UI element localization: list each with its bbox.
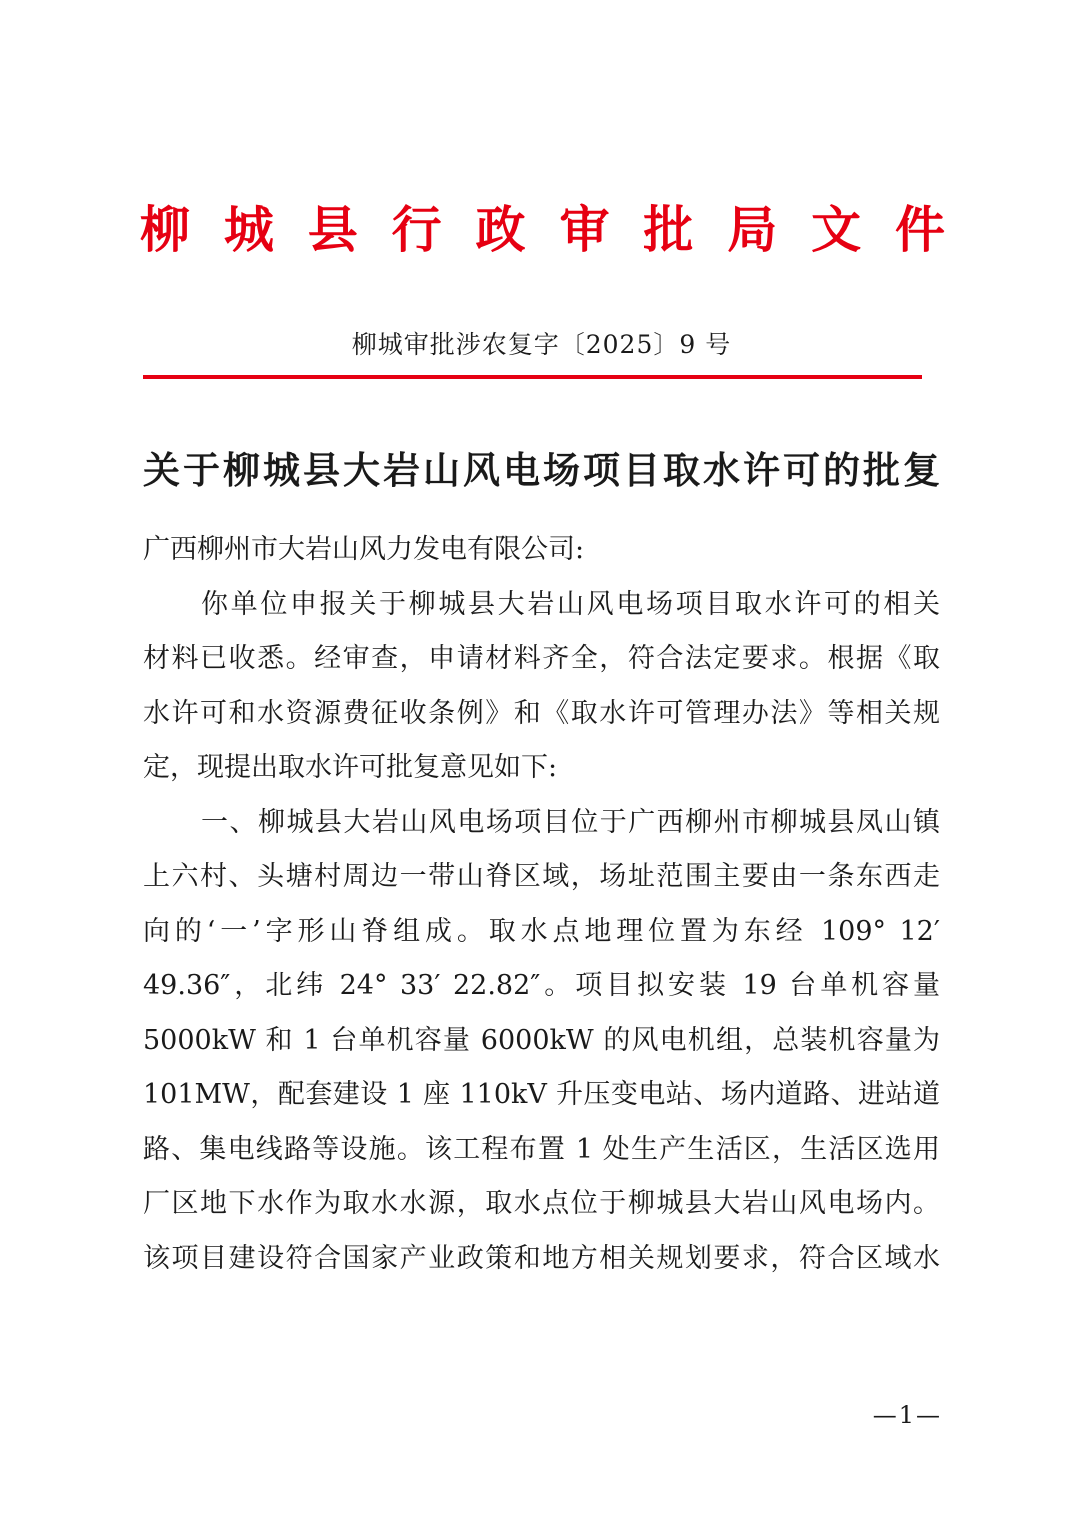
body-line: 49.36″，北纬 24° 33′ 22.82″。项目拟安装 19 台单机容量 [143, 970, 940, 1001]
body-line: 水许可和水资源费征收条例》和《取水许可管理办法》等相关规 [143, 697, 940, 729]
document-number: 柳城审批涉农复字〔2025〕9 号 [351, 330, 732, 359]
body-line: 一、柳城县大岩山风电场项目位于广西柳州市柳城县凤山镇 [201, 806, 940, 838]
red-separator-line [143, 375, 922, 379]
page-number: —1— [872, 1401, 942, 1429]
body-line: 定，现提出取水许可批复意见如下: [143, 752, 558, 783]
body-line: 你单位申报关于柳城县大岩山风电场项目取水许可的相关 [201, 588, 940, 620]
body-line: 5000kW 和 1 台单机容量 6000kW 的风电机组，总装机容量为 [143, 1024, 940, 1056]
salutation: 广西柳州市大岩山风力发电有限公司: [143, 534, 585, 565]
body-line: 厂区地下水作为取水水源，取水点位于柳城县大岩山风电场内。 [143, 1188, 940, 1219]
body-line: 该项目建设符合国家产业政策和地方相关规划要求，符合区域水 [143, 1242, 940, 1274]
body-line: 路、集电线路等设施。该工程布置 1 处生产生活区，生活区选用 [143, 1133, 940, 1165]
document-title: 关于柳城县大岩山风电场项目取水许可的批复 [143, 448, 940, 492]
body-line: 上六村、头塘村周边一带山脊区域，场址范围主要由一条东西走 [143, 861, 940, 892]
body-line: 101MW，配套建设 1 座 110kV 升压变电站、场内道路、进站道 [143, 1079, 940, 1110]
body-line: 材料已收悉。经审查，申请材料齐全，符合法定要求。根据《取 [143, 643, 940, 674]
issuing-authority-header: 柳城县行政审批局文件 [140, 200, 945, 259]
body-line: 向的‘一’字形山脊组成。取水点地理位置为东经 109° 12′ [143, 915, 940, 947]
document-body [143, 523, 940, 1286]
